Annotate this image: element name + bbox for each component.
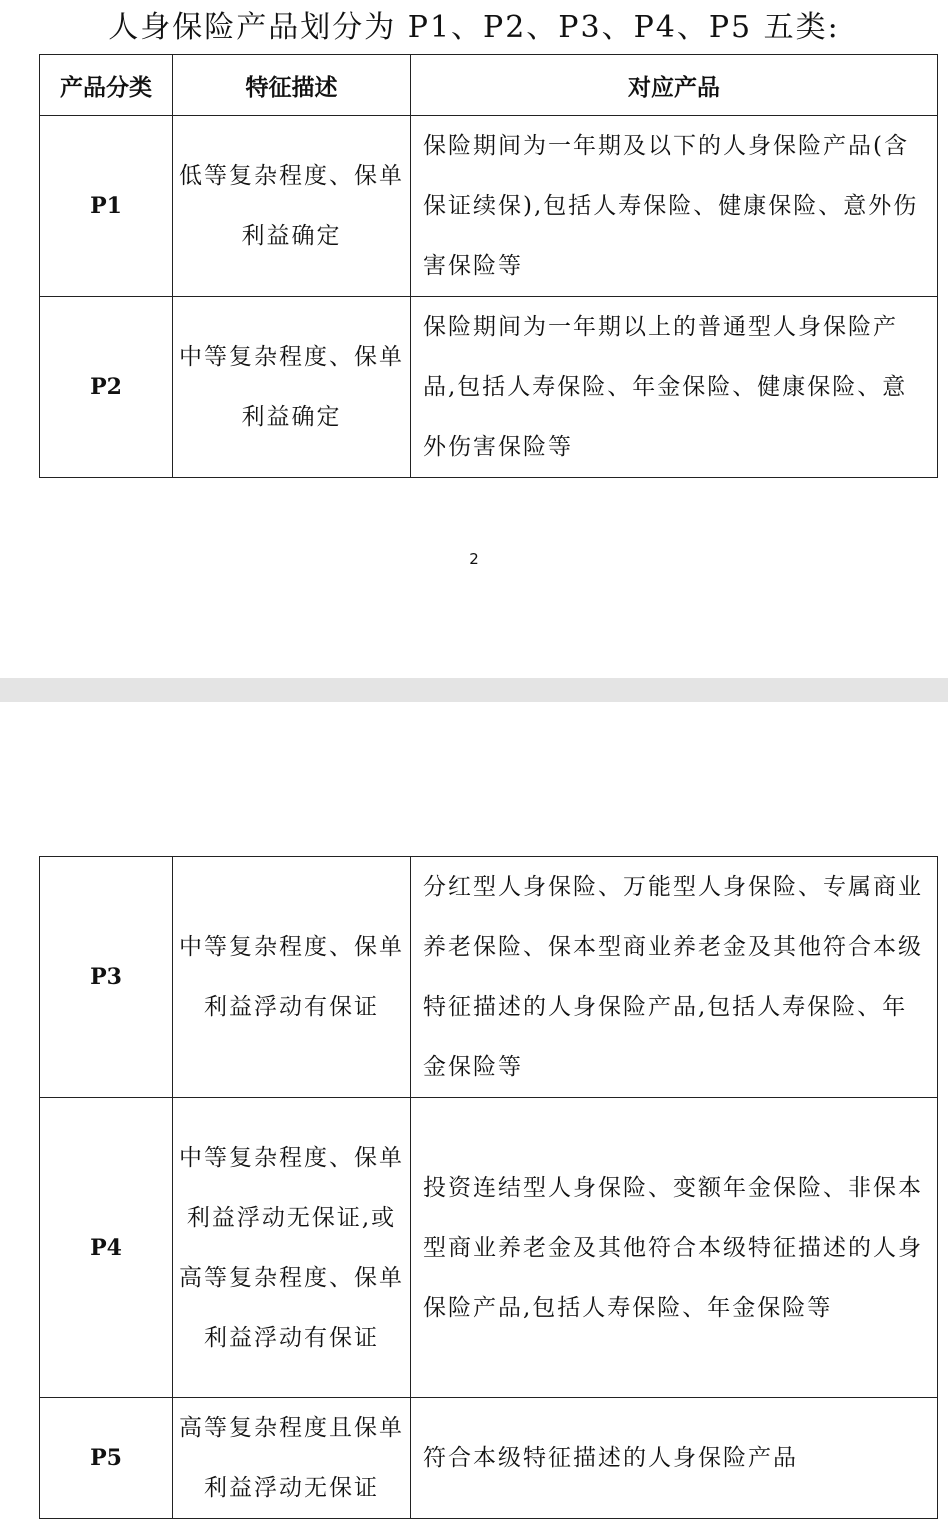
row-products: 分红型人身保险、万能型人身保险、专属商业养老保险、保本型商业养老金及其他符合本级特征描述的人身保险产品,包括人寿保险、年金保险等: [411, 857, 938, 1098]
row-products: 投资连结型人身保险、变额年金保险、非保本型商业养老金及其他符合本级特征描述的人身保险产品,包括人寿保险、年金保险等: [411, 1098, 938, 1398]
row-feature: 中等复杂程度、保单利益浮动无保证,或高等复杂程度、保单利益浮动有保证: [173, 1098, 411, 1398]
row-feature: 中等复杂程度、保单利益确定: [173, 297, 411, 478]
row-products: 保险期间为一年期以上的普通型人身保险产品,包括人寿保险、年金保险、健康保险、意外伤害保险等: [411, 297, 938, 478]
page-separator: [0, 678, 948, 702]
row-code: P2: [40, 297, 173, 478]
product-table-part-2: [39, 856, 938, 1519]
table-row-p2: [40, 297, 938, 478]
row-products: 符合本级特征描述的人身保险产品: [411, 1398, 938, 1519]
table-row-p4: [40, 1098, 938, 1398]
header-feature: 特征描述: [173, 55, 411, 116]
table-row-p5: [40, 1398, 938, 1519]
row-code: P1: [40, 116, 173, 297]
row-feature: 低等复杂程度、保单利益确定: [173, 116, 411, 297]
table-row-p1: [40, 116, 938, 297]
header-products: 对应产品: [411, 55, 938, 116]
table-header-row: [40, 55, 938, 116]
row-code: P5: [40, 1398, 173, 1519]
table-row-p3: [40, 857, 938, 1098]
page-title: 人身保险产品划分为 P1、P2、P3、P4、P5 五类:: [108, 10, 840, 45]
page-number: 2: [469, 550, 479, 568]
row-code: P4: [40, 1098, 173, 1398]
row-feature: 高等复杂程度且保单利益浮动无保证: [173, 1398, 411, 1519]
header-category: 产品分类: [40, 55, 173, 116]
row-products: 保险期间为一年期及以下的人身保险产品(含保证续保),包括人寿保险、健康保险、意外伤害保险等: [411, 116, 938, 297]
row-feature: 中等复杂程度、保单利益浮动有保证: [173, 857, 411, 1098]
row-code: P3: [40, 857, 173, 1098]
product-table-part-1: [39, 54, 938, 478]
